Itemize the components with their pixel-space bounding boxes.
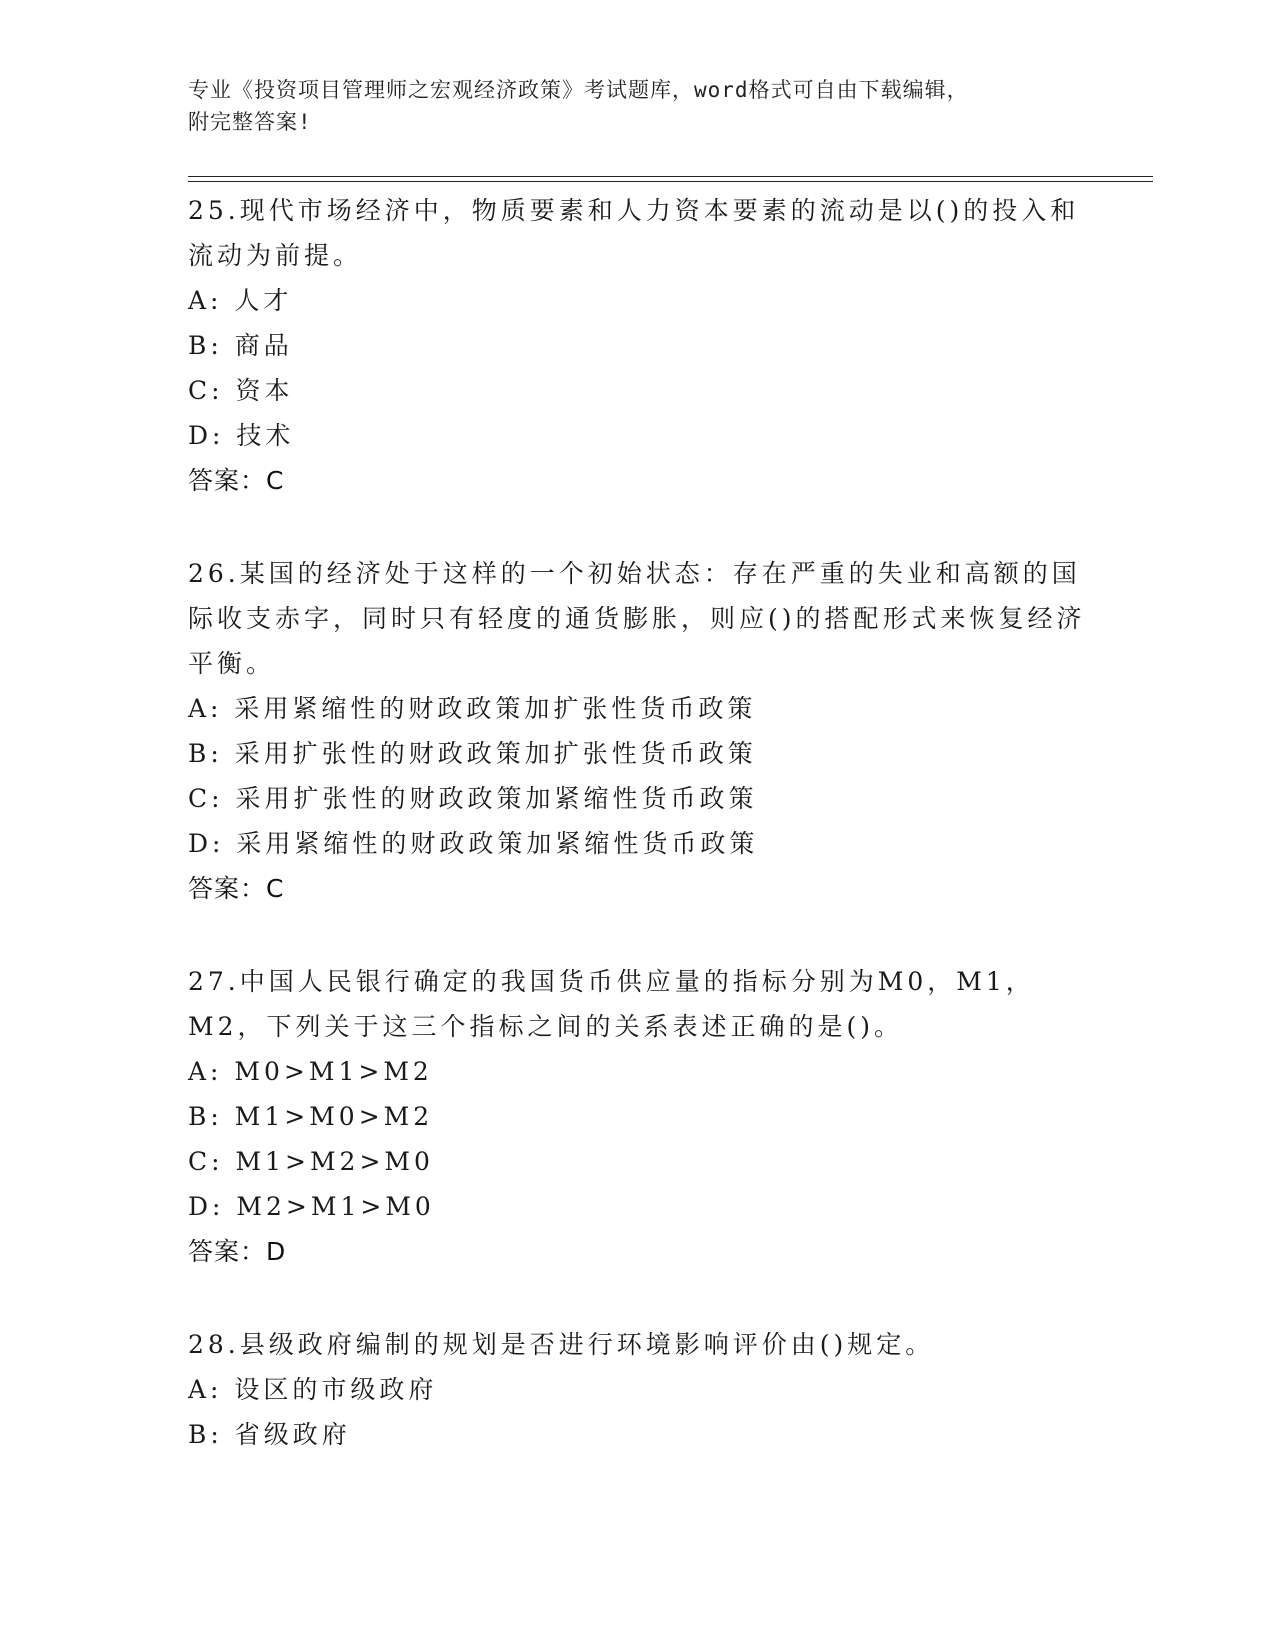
question-25 (188, 188, 1088, 503)
option-b: B: 省级政府 (188, 1420, 351, 1449)
header-line-2: 附完整答案! (188, 110, 312, 134)
answer-line: 答案：D (188, 1237, 287, 1266)
question-stem: 28.县级政府编制的规划是否进行环境影响评价由()规定。 (188, 1330, 935, 1359)
option-c: C: 采用扩张性的财政政策加紧缩性货币政策 (188, 784, 758, 813)
question-list (188, 188, 1088, 1505)
question-stem: 26.某国的经济处于这样的一个初始状态：存在严重的失业和高额的国际收支赤字，同时只有轻度的通货膨胀，则应()的搭配形式来恢复经济平衡。 (188, 559, 1086, 678)
answer-line: 答案：C (188, 874, 285, 903)
question-stem: 25.现代市场经济中，物质要素和人力资本要素的流动是以()的投入和流动为前提。 (188, 196, 1080, 270)
question-27 (188, 959, 1088, 1274)
document-header (188, 74, 1068, 138)
question-26 (188, 551, 1088, 911)
option-b: B: 采用扩张性的财政政策加扩张性货币政策 (188, 739, 757, 768)
option-d: D: 采用紧缩性的财政政策加紧缩性货币政策 (188, 829, 759, 858)
header-line-1: 专业《投资项目管理师之宏观经济政策》考试题库，word格式可自由下载编辑， (188, 78, 969, 102)
option-a: A: 人才 (188, 286, 293, 315)
answer-line: 答案：C (188, 466, 285, 495)
option-d: D: 技术 (188, 421, 295, 450)
question-28 (188, 1322, 1088, 1457)
option-c: C: 资本 (188, 376, 294, 405)
option-b: B: 商品 (188, 331, 293, 360)
option-d: D: M2>M1>M0 (188, 1192, 435, 1221)
option-a: A: 设区的市级政府 (188, 1375, 438, 1404)
header-divider-bottom (188, 181, 1153, 182)
option-c: C: M1>M2>M0 (188, 1147, 434, 1176)
option-b: B: M1>M0>M2 (188, 1102, 434, 1131)
option-a: A: M0>M1>M2 (188, 1057, 433, 1086)
question-stem: 27.中国人民银行确定的我国货币供应量的指标分别为M0，M1，M2，下列关于这三个指标之间的关系表述正确的是()。 (188, 967, 1035, 1041)
option-a: A: 采用紧缩性的财政政策加扩张性货币政策 (188, 694, 757, 723)
header-divider-top (188, 176, 1153, 177)
